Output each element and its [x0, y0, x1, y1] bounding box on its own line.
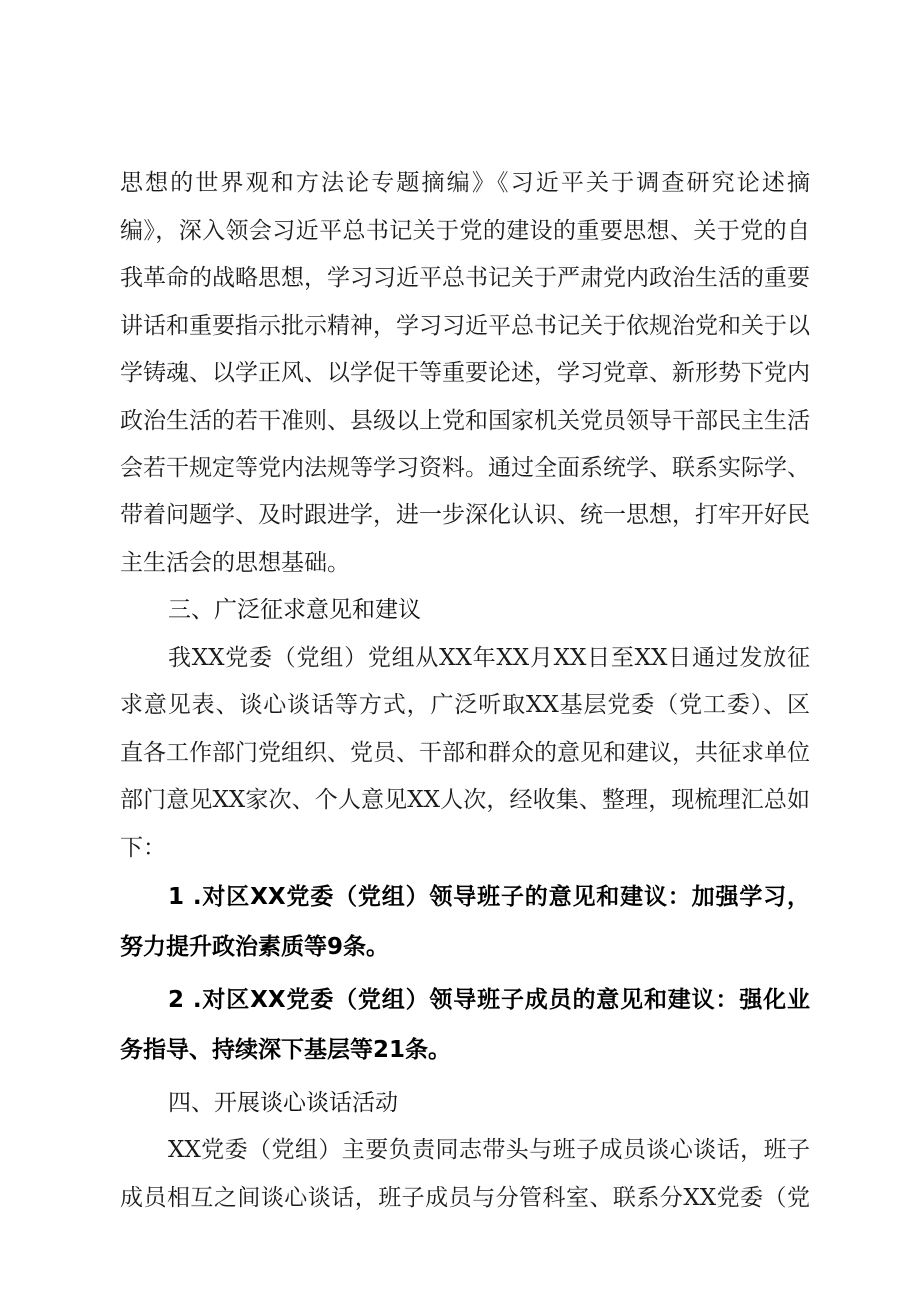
paragraph-1-line-5: 学铸魂、以学正风、以学促干等重要论述，学习党章、新形势下党内 — [120, 360, 810, 386]
paragraph-1-line-7: 会若干规定等党内法规等学习资料。通过全面系统学、联系实际学、 — [120, 455, 810, 481]
paragraph-1-line-8: 带着问题学、及时跟进学，进一步深化认识、统一思想，打牢开好民 — [120, 502, 810, 528]
paragraph-1-line-6: 政治生活的若干准则、县级以上党和国家机关党员领导干部民主生活 — [120, 408, 810, 434]
paragraph-1-line-2: 编》，深入领会习近平总书记关于党的建设的重要思想、关于党的自 — [120, 218, 810, 244]
list-item-1-line-2: 努力提升政治素质等9条。 — [120, 934, 390, 960]
section-heading-3: 三、广泛征求意见和建议 — [168, 597, 421, 623]
paragraph-2-line-4: 部门意见XX家次、个人意见XX人次，经收集、整理，现梳理汇总如 — [120, 787, 810, 813]
list-item-2-line-2: 务指导、持续深下基层等21条。 — [120, 1037, 452, 1063]
paragraph-1-line-3: 我革命的战略思想，学习习近平总书记关于严肃党内政治生活的重要 — [120, 265, 810, 291]
list-item-1-line-1: 1 .对区XX党委（党组）领导班子的意见和建议：加强学习， — [168, 884, 810, 910]
paragraph-2-line-2: 求意见表、谈心谈话等方式，广泛听取XX基层党委（党工委）、区 — [120, 692, 810, 718]
list-item-2-line-1: 2 .对区XX党委（党组）领导班子成员的意见和建议：强化业 — [168, 987, 810, 1013]
paragraph-2-line-5: 下： — [120, 835, 166, 861]
paragraph-3-line-1: XX党委（党组）主要负责同志带头与班子成员谈心谈话，班子 — [168, 1137, 810, 1163]
paragraph-2-line-1: 我XX党委（党组）党组从XX年XX月XX日至XX日通过发放征 — [168, 645, 810, 671]
paragraph-1-line-1: 思想的世界观和方法论专题摘编》《习近平关于调查研究论述摘 — [120, 170, 810, 196]
section-heading-4: 四、开展谈心谈话活动 — [168, 1090, 398, 1116]
paragraph-1-line-9: 主生活会的思想基础。 — [120, 550, 350, 576]
paragraph-3-line-2: 成员相互之间谈心谈话，班子成员与分管科室、联系分XX党委（党 — [120, 1185, 810, 1211]
paragraph-2-line-3: 直各工作部门党组织、党员、干部和群众的意见和建议，共征求单位 — [120, 740, 810, 766]
paragraph-1-line-4: 讲话和重要指示批示精神，学习习近平总书记关于依规治党和关于以 — [120, 313, 810, 339]
